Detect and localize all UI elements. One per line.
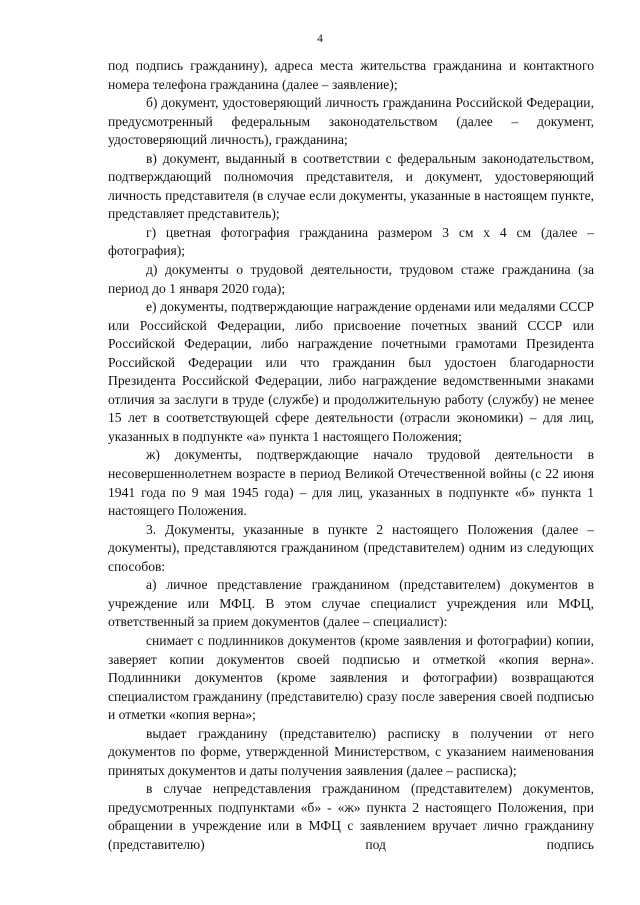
paragraph: ж) документы, подтверждающие начало трудовой деятельности в несовершеннолетнем возрасте в период Великой Отечественной войны (с 22 июня 1941 года по 9 мая 1945 года) – для лиц, указанных в подпункте «б» пункта 1 настоящего Положения.: [108, 447, 594, 519]
paragraph: б) документ, удостоверяющий личность гражданина Российской Федерации, предусмотренный федеральным законодательством (далее – документ, удостоверяющий личность), гражданина;: [108, 95, 594, 148]
paragraph: д) документы о трудовой деятельности, трудовом стаже гражданина (за период до 1 января 2020 года);: [108, 262, 594, 296]
paragraph: под подпись гражданину), адреса места жительства гражданина и контактного номера телефона гражданина (далее – заявление);: [108, 58, 594, 92]
page-number: 4: [317, 33, 323, 45]
paragraph: а) личное представление гражданином (представителем) документов в учреждение или МФЦ. В этом случае специалист учреждения или МФЦ, ответственный за прием документов (далее – специалист):: [108, 577, 594, 630]
paragraph: в случае непредставления гражданином (представителем) документов, предусмотренных подпунктами «б» - «ж» пункта 2 настоящего Положения, при обращении в учреждение или в МФЦ с заявлением вручает лично гражданину (представителю) под подпись: [108, 781, 594, 852]
document-body: [108, 57, 594, 855]
paragraph: 3. Документы, указанные в пункте 2 настоящего Положения (далее – документы), представляются гражданином (представителем) одним из следующих способов:: [108, 521, 594, 574]
paragraph: е) документы, подтверждающие награждение орденами или медалями СССР или Российской Федерации, либо присвоение почетных званий СССР или Российской Федерации, либо награждение почетными грамотами Президента Российской Федерации или что гражданин был удостоен благодарности Президента Российской Федерации, либо награждение ведомственными знаками отличия за заслуги в труде (службе) и продолжительную работу (службу) не менее 15 лет в соответствующей сфере деятельности (отрасли экономики) – для лиц, указанных в подпункте «а» пункта 1 настоящего Положения;: [108, 299, 594, 444]
paragraph: г) цветная фотография гражданина размером 3 см х 4 см (далее – фотография);: [108, 224, 594, 259]
paragraph: в) документ, выданный в соответствии с федеральным законодательством, подтверждающий полномочия представителя, и документ, удостоверяющий личность представителя (в случае если документы, указанные в настоящем пункте, представляет представитель);: [108, 150, 594, 222]
paragraph: выдает гражданину (представителю) расписку в получении от него документов по форме, утвержденной Министерством, с указанием наименования принятых документов и даты получения заявления (далее – расписка);: [108, 725, 594, 778]
paragraph: снимает с подлинников документов (кроме заявления и фотографии) копии, заверяет копии документов своей подписью и отметкой «копия верна». Подлинники документов (кроме заявления и фотографии) возвращаются специалистом гражданину (представителю) сразу после заверения своей подписью и отметки «копия верна»;: [108, 632, 594, 723]
